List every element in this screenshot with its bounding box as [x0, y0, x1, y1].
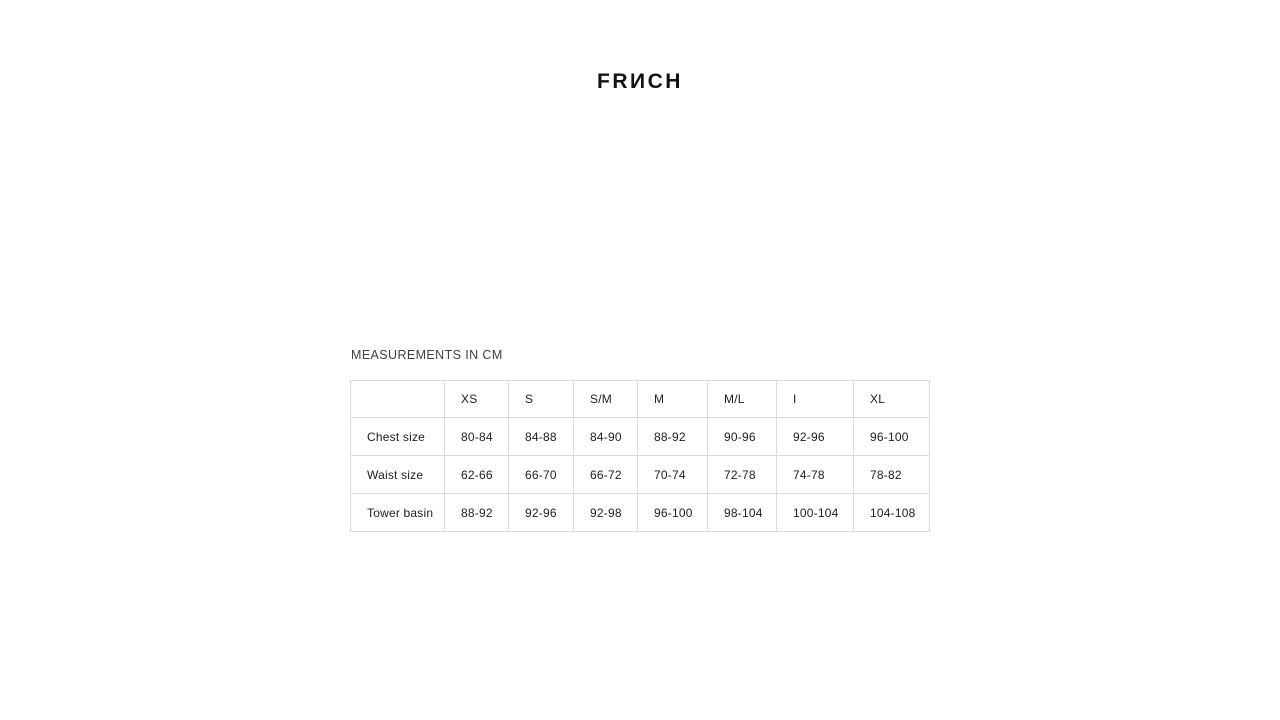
table-cell: 92-96	[777, 418, 854, 456]
table-header-cell-ml: M/L	[708, 381, 777, 418]
table-cell: 66-72	[574, 456, 638, 494]
table-cell: 92-98	[574, 494, 638, 532]
table-cell: 66-70	[509, 456, 574, 494]
table-row-waist-size	[351, 456, 930, 494]
table-cell: 74-78	[777, 456, 854, 494]
table-cell: 84-90	[574, 418, 638, 456]
table-header-cell-xs: XS	[445, 381, 509, 418]
size-chart-table	[350, 380, 930, 532]
brand-logo: FRИCH	[597, 70, 683, 93]
table-cell: 88-92	[445, 494, 509, 532]
size-guide-title: MEASUREMENTS IN CM	[351, 348, 503, 362]
table-header-row	[351, 381, 930, 418]
table-cell: 62-66	[445, 456, 509, 494]
size-guide-section	[350, 348, 930, 532]
table-cell: 96-100	[854, 418, 930, 456]
table-cell: 72-78	[708, 456, 777, 494]
table-header-cell-s: S	[509, 381, 574, 418]
table-cell: 104-108	[854, 494, 930, 532]
row-label-chest-size: Chest size	[351, 418, 445, 456]
table-header-cell-m: M	[638, 381, 708, 418]
table-cell: 78-82	[854, 456, 930, 494]
table-row-tower-basin	[351, 494, 930, 532]
table-cell: 96-100	[638, 494, 708, 532]
table-header-cell-empty	[351, 381, 445, 418]
table-row-chest-size	[351, 418, 930, 456]
table-cell: 90-96	[708, 418, 777, 456]
table-header-cell-i: I	[777, 381, 854, 418]
row-label-waist-size: Waist size	[351, 456, 445, 494]
table-cell: 84-88	[509, 418, 574, 456]
table-header-cell-sm: S/M	[574, 381, 638, 418]
table-cell: 70-74	[638, 456, 708, 494]
table-cell: 80-84	[445, 418, 509, 456]
table-cell: 100-104	[777, 494, 854, 532]
table-cell: 98-104	[708, 494, 777, 532]
table-cell: 92-96	[509, 494, 574, 532]
table-cell: 88-92	[638, 418, 708, 456]
table-header-cell-xl: XL	[854, 381, 930, 418]
row-label-tower-basin: Tower basin	[351, 494, 445, 532]
